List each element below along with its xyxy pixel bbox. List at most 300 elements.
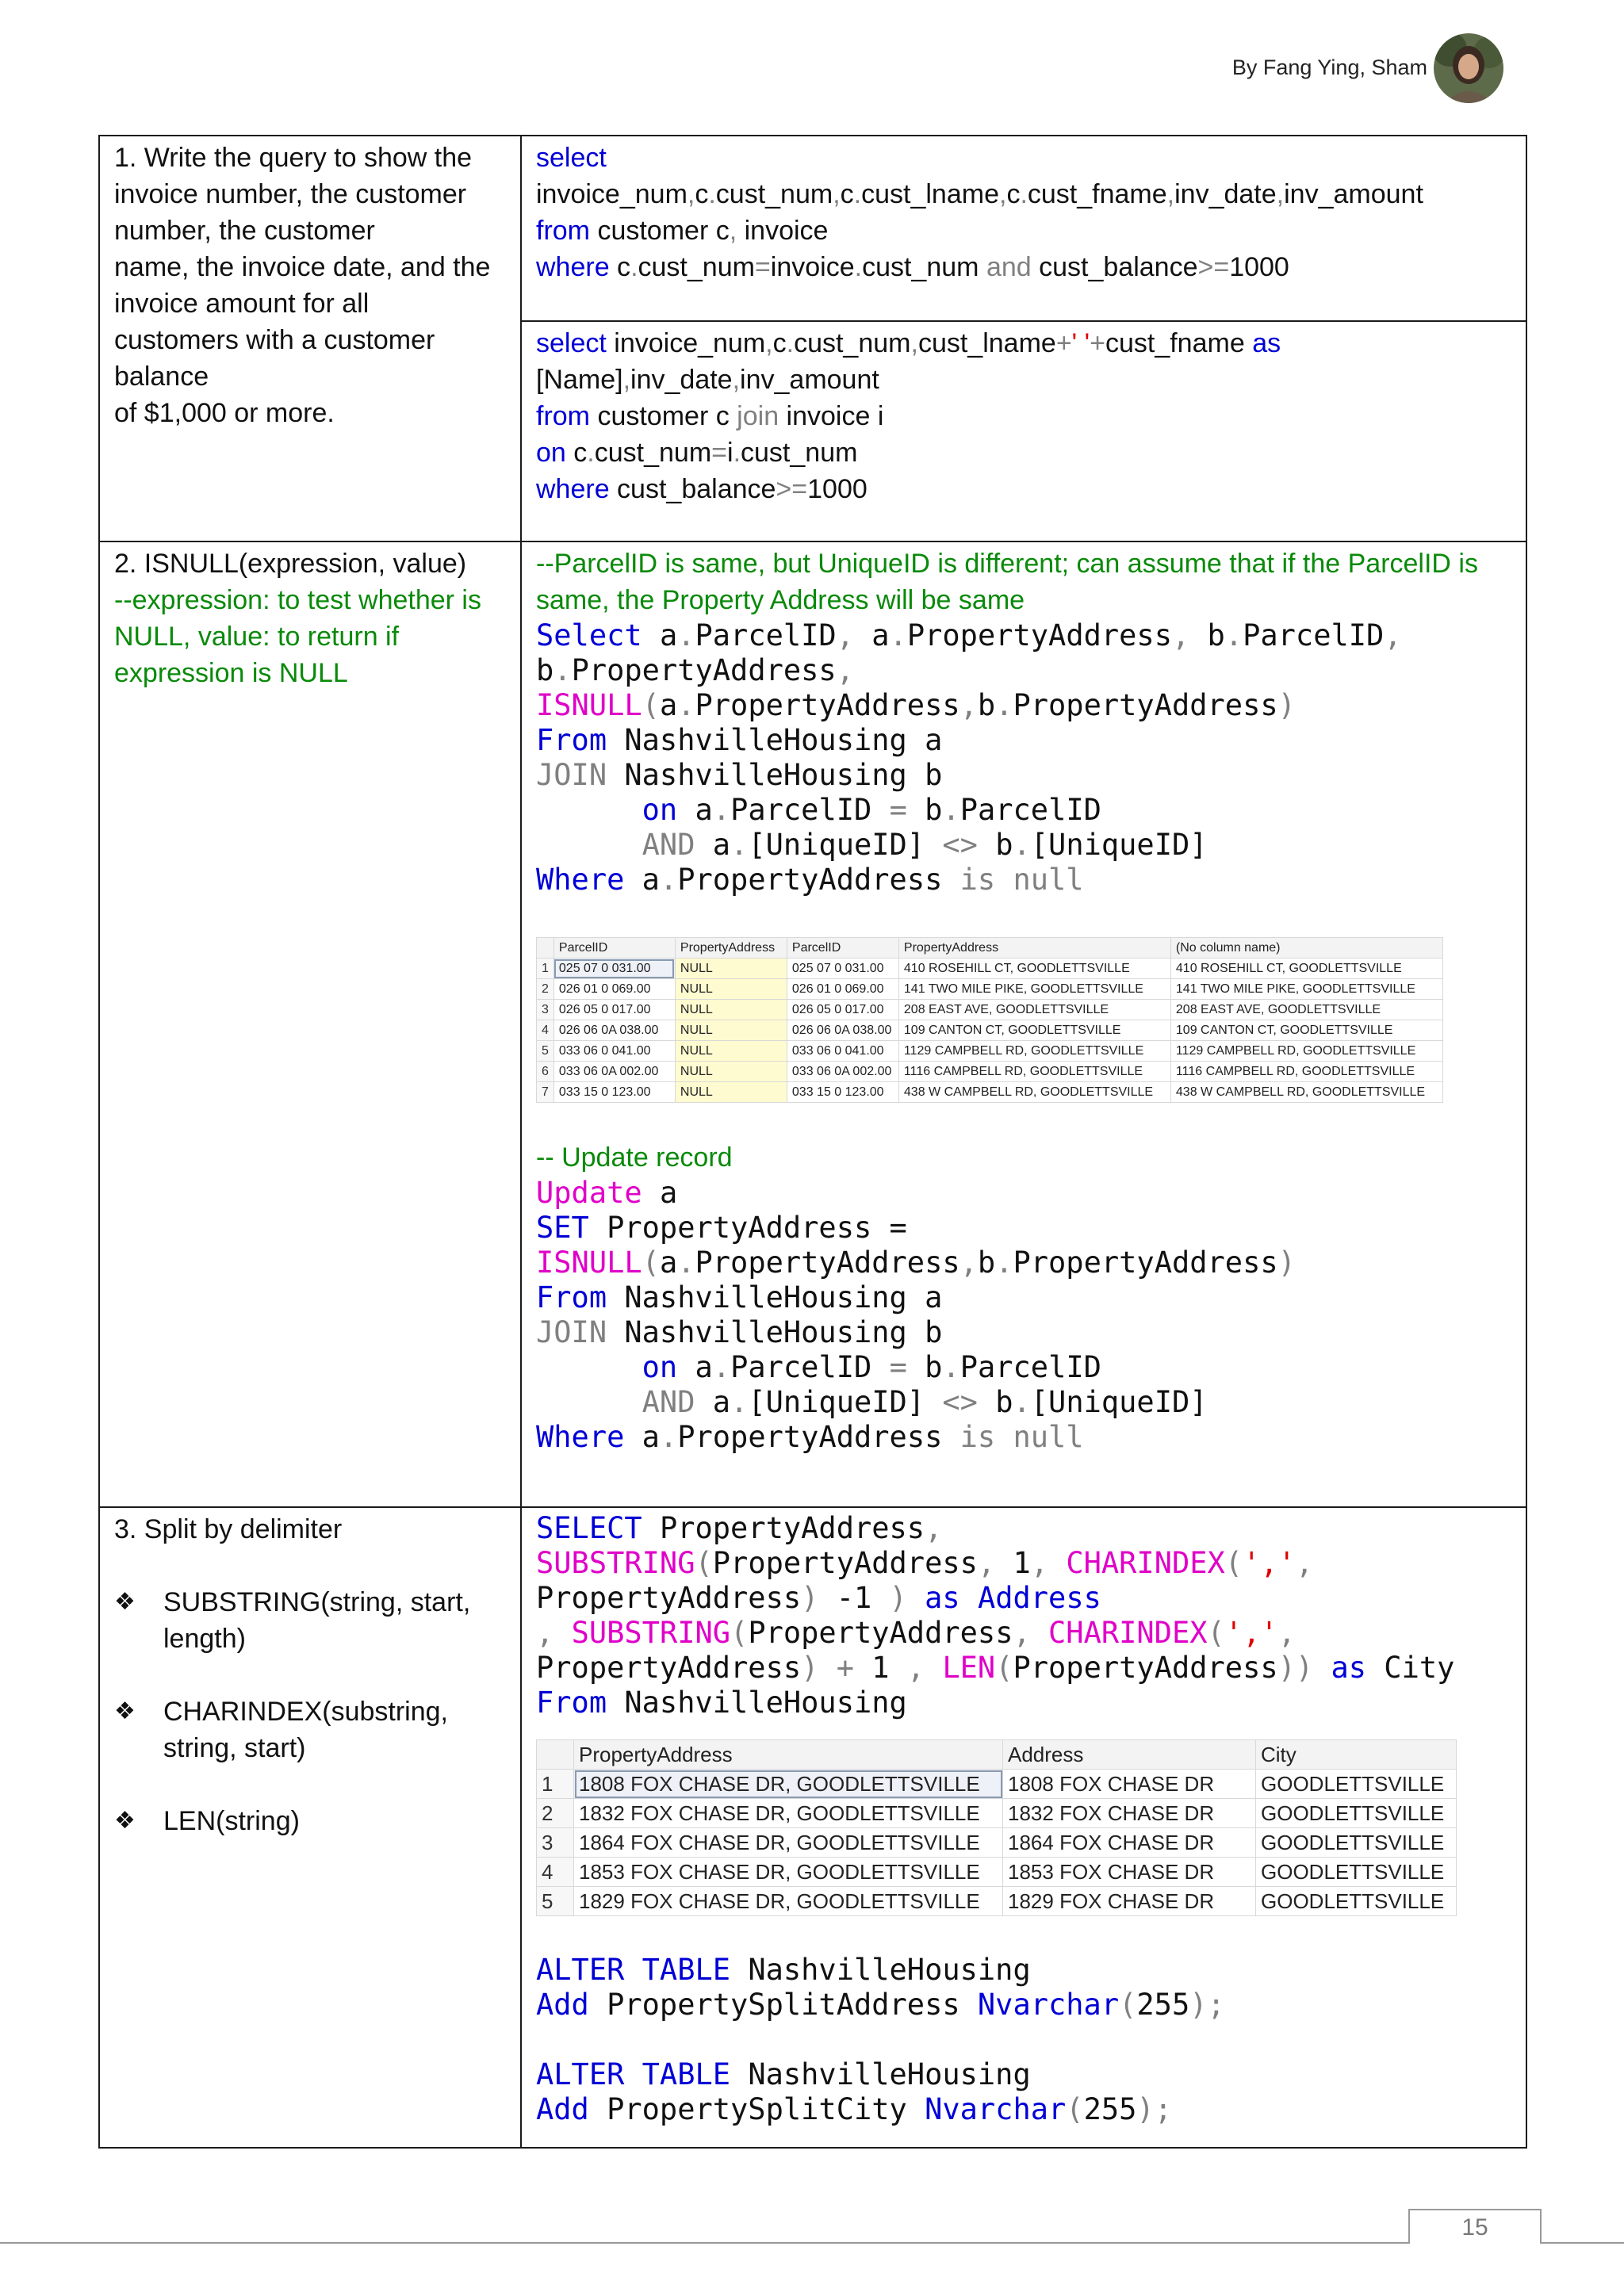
sql-token: a bbox=[659, 688, 678, 722]
sql-token: PropertyAddress bbox=[712, 1546, 978, 1580]
table-row bbox=[537, 1082, 1443, 1103]
isnull-result-grid bbox=[536, 937, 1443, 1103]
grid-cell[interactable]: 026 06 0A 038.00 bbox=[787, 1020, 898, 1041]
sql-keyword: From bbox=[536, 723, 607, 757]
bullet-item bbox=[114, 1803, 508, 1839]
sql-token: a bbox=[695, 793, 713, 827]
grid-header bbox=[537, 938, 554, 959]
sql-punct: . bbox=[677, 1246, 695, 1280]
sql-token: PropertySplitCity bbox=[588, 2092, 925, 2126]
sql-token: b bbox=[536, 653, 554, 687]
grid-cell[interactable]: GOODLETTSVILLE bbox=[1256, 1770, 1457, 1799]
grid-cell[interactable]: NULL bbox=[675, 1020, 787, 1041]
grid-header: ParcelID bbox=[553, 938, 675, 959]
question-3-cell bbox=[99, 1507, 521, 2148]
sql-token: b bbox=[995, 828, 1013, 862]
grid-cell[interactable]: 1129 CAMPBELL RD, GOODLETTSVILLE bbox=[898, 1041, 1170, 1062]
sql-punct: <> bbox=[942, 1385, 978, 1419]
sql-keyword: SELECT bbox=[536, 1511, 642, 1545]
sql-token: inv_amount bbox=[740, 365, 879, 395]
grid-header: City bbox=[1256, 1740, 1457, 1770]
grid-cell[interactable]: 1864 FOX CHASE DR bbox=[1003, 1828, 1256, 1858]
grid-cell[interactable]: 1853 FOX CHASE DR, GOODLETTSVILLE bbox=[574, 1858, 1003, 1887]
sql-keyword: SET bbox=[536, 1211, 589, 1245]
sql-punct: , bbox=[765, 328, 773, 358]
split-result-grid bbox=[536, 1739, 1457, 1916]
sql-token: a bbox=[871, 618, 890, 652]
grid-cell[interactable]: 026 05 0 017.00 bbox=[787, 1000, 898, 1020]
sql-punct: ( bbox=[995, 1651, 1013, 1685]
table-row bbox=[537, 1062, 1443, 1082]
sql-keyword: on bbox=[642, 793, 678, 827]
sql-punct: , bbox=[1030, 1546, 1049, 1580]
sql-punct: ) bbox=[1136, 2092, 1155, 2126]
sql-token: a bbox=[925, 1280, 943, 1314]
grid-cell[interactable]: 109 CANTON CT, GOODLETTSVILLE bbox=[898, 1020, 1170, 1041]
sql-punct: , bbox=[1013, 1616, 1031, 1650]
grid-cell[interactable]: 1808 FOX CHASE DR bbox=[1003, 1770, 1256, 1799]
sql-punct: , bbox=[925, 1511, 943, 1545]
grid-cell[interactable]: 025 07 0 031.00 bbox=[787, 959, 898, 979]
grid-header: PropertyAddress bbox=[675, 938, 787, 959]
grid-cell[interactable]: 025 07 0 031.00 bbox=[553, 959, 675, 979]
sql-punct: <> bbox=[942, 828, 978, 862]
sql-function: SUBSTRING bbox=[571, 1616, 731, 1650]
sql-token: ParcelID bbox=[695, 618, 837, 652]
sql-punct: . bbox=[553, 653, 572, 687]
question-1-cell bbox=[99, 136, 521, 541]
sql-punct: , bbox=[536, 1616, 554, 1650]
sql-token: PropertyAddress bbox=[536, 1651, 802, 1685]
sql-punct: , bbox=[1171, 618, 1190, 652]
question-1-line: invoice number, the customer bbox=[114, 179, 467, 209]
sql-punct: , bbox=[836, 618, 854, 652]
grid-cell: 7 bbox=[537, 1082, 554, 1103]
grid-cell[interactable]: 026 06 0A 038.00 bbox=[553, 1020, 675, 1041]
sql-keyword: Add bbox=[536, 1988, 589, 2022]
sql-punct: ( bbox=[1119, 1988, 1137, 2022]
sql-punct: . bbox=[708, 179, 716, 209]
answer-1a-cell bbox=[521, 136, 1526, 321]
sql-token: a bbox=[712, 1385, 731, 1419]
sql-punct: ) bbox=[889, 1581, 907, 1615]
grid-header bbox=[537, 1740, 574, 1770]
sql-token: invoice_num bbox=[536, 179, 688, 209]
sql-token: cust_num bbox=[638, 252, 755, 282]
sql-token: PropertyAddress bbox=[536, 1581, 802, 1615]
sql-token: cust_balance bbox=[1031, 252, 1198, 282]
sql-token: b bbox=[1207, 618, 1225, 652]
sql-punct: + bbox=[818, 1651, 872, 1685]
grid-cell[interactable]: NULL bbox=[675, 1082, 787, 1103]
sql-punct: , bbox=[729, 216, 737, 246]
grid-cell[interactable]: 1808 FOX CHASE DR, GOODLETTSVILLE bbox=[574, 1770, 1003, 1799]
sql-token: cust_num bbox=[741, 438, 858, 468]
sql-token: 1 bbox=[995, 1546, 1031, 1580]
sql-token: cust_lname bbox=[917, 328, 1056, 358]
sql-token: b bbox=[977, 688, 996, 722]
sql-string: ',' bbox=[1243, 1546, 1296, 1580]
sql-token: a bbox=[642, 1420, 660, 1454]
sql-punct: , bbox=[836, 653, 854, 687]
sql-token: b bbox=[925, 793, 943, 827]
sql-punct: ( bbox=[1224, 1546, 1243, 1580]
sql-punct: . bbox=[1224, 618, 1243, 652]
sql-function: ISNULL bbox=[536, 1246, 642, 1280]
sql-punct: . bbox=[730, 828, 749, 862]
sql-token: c bbox=[1006, 179, 1021, 209]
sql-token: 255 bbox=[1083, 2092, 1137, 2126]
sql-keyword: ALTER TABLE bbox=[536, 2057, 731, 2091]
grid-cell[interactable]: GOODLETTSVILLE bbox=[1256, 1799, 1457, 1828]
grid-cell[interactable]: 1829 FOX CHASE DR, GOODLETTSVILLE bbox=[574, 1887, 1003, 1916]
grid-cell[interactable]: NULL bbox=[675, 1041, 787, 1062]
sql-punct: , bbox=[906, 1651, 925, 1685]
sql-keyword: Update bbox=[536, 1176, 642, 1210]
sql-punct: , bbox=[910, 328, 918, 358]
grid-cell: 3 bbox=[537, 1000, 554, 1020]
question-1-line: number, the customer bbox=[114, 216, 375, 246]
grid-cell[interactable]: 033 06 0 041.00 bbox=[553, 1041, 675, 1062]
grid-cell[interactable]: 1129 CAMPBELL RD, GOODLETTSVILLE bbox=[1170, 1041, 1442, 1062]
sql-comment: --ParcelID is same, but UniqueID is different; can assume that if the ParcelID is same, the Property Address will be same bbox=[536, 549, 1478, 615]
grid-header: (No column name) bbox=[1170, 938, 1442, 959]
sql-punct: = bbox=[711, 438, 727, 468]
sql-token: [UniqueID] bbox=[1030, 828, 1208, 862]
sql-token: c bbox=[565, 438, 588, 468]
sql-token: PropertyAddress bbox=[695, 688, 960, 722]
sql-keyword: Address bbox=[977, 1581, 1101, 1615]
sql-punct: ( bbox=[695, 1546, 713, 1580]
sql-token: i bbox=[727, 438, 733, 468]
sql-token: NashvilleHousing bbox=[607, 1686, 907, 1720]
sql-keyword: on bbox=[536, 438, 566, 468]
sql-punct: . bbox=[995, 688, 1013, 722]
sql-token: customer c bbox=[590, 401, 737, 431]
sql-token: 255 bbox=[1136, 1988, 1190, 2022]
sql-keyword: from bbox=[536, 401, 590, 431]
sql-function: ISNULL bbox=[536, 688, 642, 722]
sql-token: PropertyAddress bbox=[677, 863, 943, 897]
answer-1b-cell bbox=[521, 321, 1526, 541]
sql-token: PropertySplitAddress bbox=[588, 1988, 978, 2022]
sql-punct: , bbox=[959, 1246, 978, 1280]
sql-token: cust_fname bbox=[1027, 179, 1167, 209]
grid-cell: 6 bbox=[537, 1062, 554, 1082]
table-row bbox=[537, 1020, 1443, 1041]
sql-punct: . bbox=[630, 252, 638, 282]
author-credit: By Fang Ying, Sham bbox=[1231, 55, 1427, 79]
sql-punct: = bbox=[754, 252, 771, 282]
sql-punct: ) bbox=[1277, 1246, 1296, 1280]
sql-keyword: Select bbox=[536, 618, 642, 652]
question-3-title: 3. Split by delimiter bbox=[114, 1514, 343, 1544]
grid-cell[interactable]: 033 06 0 041.00 bbox=[787, 1041, 898, 1062]
sql-token: PropertyAddress bbox=[1013, 1651, 1278, 1685]
sql-token: 1 bbox=[871, 1651, 907, 1685]
sql-punct: >= bbox=[776, 474, 808, 504]
sql-punct: , bbox=[959, 688, 978, 722]
sql-token: cust_num bbox=[715, 179, 833, 209]
sql-token: a bbox=[642, 863, 660, 897]
grid-cell[interactable]: 438 W CAMPBELL RD, GOODLETTSVILLE bbox=[1170, 1082, 1442, 1103]
sql-function: CHARINDEX bbox=[1066, 1546, 1225, 1580]
grid-cell[interactable]: 208 EAST AVE, GOODLETTSVILLE bbox=[898, 1000, 1170, 1020]
bullet-icon: ❖ bbox=[114, 1698, 136, 1724]
grid-cell[interactable]: NULL bbox=[675, 959, 787, 979]
sql-token: ParcelID bbox=[959, 793, 1101, 827]
grid-cell[interactable]: 1116 CAMPBELL RD, GOODLETTSVILLE bbox=[898, 1062, 1170, 1082]
sql-keyword: as bbox=[1331, 1651, 1367, 1685]
sql-token: [UniqueID] bbox=[748, 828, 925, 862]
sql-token: invoice i bbox=[779, 401, 884, 431]
sql-keyword: is null bbox=[959, 1420, 1084, 1454]
grid-cell[interactable]: 033 06 0A 002.00 bbox=[787, 1062, 898, 1082]
sql-token: [UniqueID] bbox=[748, 1385, 925, 1419]
table-row bbox=[537, 1000, 1443, 1020]
grid-cell: 5 bbox=[537, 1887, 574, 1916]
sql-keyword: where bbox=[536, 252, 610, 282]
grid-cell: 2 bbox=[537, 1799, 574, 1828]
sql-token: 1000 bbox=[807, 474, 868, 504]
question-1-line: name, the invoice date, and the bbox=[114, 252, 491, 282]
sql-punct: , bbox=[1277, 1616, 1296, 1650]
grid-cell[interactable]: GOODLETTSVILLE bbox=[1256, 1887, 1457, 1916]
sql-token: ParcelID bbox=[730, 1350, 872, 1384]
question-2-title: 2. ISNULL(expression, value) bbox=[114, 549, 467, 579]
sql-punct: . bbox=[1013, 1385, 1031, 1419]
grid-cell[interactable]: 033 06 0A 002.00 bbox=[553, 1062, 675, 1082]
sql-token: c bbox=[609, 252, 631, 282]
grid-cell[interactable]: NULL bbox=[675, 1000, 787, 1020]
sql-token: PropertyAddress bbox=[659, 1511, 925, 1545]
sql-token: inv_date bbox=[1174, 179, 1277, 209]
sql-function: LEN bbox=[942, 1651, 996, 1685]
grid-cell[interactable]: 141 TWO MILE PIKE, GOODLETTSVILLE bbox=[898, 979, 1170, 1000]
sql-token: NashvilleHousing bbox=[607, 1315, 907, 1349]
sql-token: b bbox=[977, 1246, 996, 1280]
grid-cell[interactable]: 026 01 0 069.00 bbox=[553, 979, 675, 1000]
grid-cell[interactable]: 141 TWO MILE PIKE, GOODLETTSVILLE bbox=[1170, 979, 1442, 1000]
sql-token: PropertyAddress bbox=[748, 1616, 1013, 1650]
author-avatar bbox=[1434, 33, 1503, 103]
sql-punct: , bbox=[977, 1546, 996, 1580]
grid-cell[interactable]: 1832 FOX CHASE DR bbox=[1003, 1799, 1256, 1828]
sql-keyword: From bbox=[536, 1686, 607, 1720]
sql-token: cust_num bbox=[794, 328, 911, 358]
sql-punct: ) bbox=[1277, 1651, 1296, 1685]
sql-token: a bbox=[659, 1176, 678, 1210]
sql-keyword: AND bbox=[642, 1385, 695, 1419]
grid-header: Address bbox=[1003, 1740, 1256, 1770]
sql-punct: ) bbox=[1189, 1988, 1208, 2022]
sql-punct: , bbox=[1276, 179, 1285, 209]
table-row bbox=[537, 1858, 1457, 1887]
sql-token: c bbox=[840, 179, 854, 209]
grid-cell[interactable]: 026 01 0 069.00 bbox=[787, 979, 898, 1000]
sql-punct: = bbox=[889, 793, 907, 827]
table-row bbox=[537, 1041, 1443, 1062]
grid-cell[interactable]: NULL bbox=[675, 1062, 787, 1082]
table-row bbox=[537, 979, 1443, 1000]
grid-cell: 3 bbox=[537, 1828, 574, 1858]
grid-cell: 4 bbox=[537, 1020, 554, 1041]
grid-cell[interactable]: NULL bbox=[675, 979, 787, 1000]
sql-punct: . bbox=[853, 179, 862, 209]
question-1-line: balance bbox=[114, 362, 209, 392]
sql-keyword: join bbox=[737, 401, 779, 431]
question-1-line: 1. Write the query to show the bbox=[114, 143, 473, 173]
sql-token: [UniqueID] bbox=[1030, 1385, 1208, 1419]
sql-punct: ( bbox=[1066, 2092, 1084, 2126]
sql-keyword: Where bbox=[536, 1420, 625, 1454]
sql-punct: , bbox=[1384, 618, 1402, 652]
sql-punct: . bbox=[733, 438, 741, 468]
sql-token: ParcelID bbox=[959, 1350, 1101, 1384]
grid-cell[interactable]: 033 15 0 123.00 bbox=[553, 1082, 675, 1103]
sql-punct: , bbox=[687, 179, 695, 209]
sql-keyword: on bbox=[642, 1350, 678, 1384]
grid-cell[interactable]: 1832 FOX CHASE DR, GOODLETTSVILLE bbox=[574, 1799, 1003, 1828]
question-1-line: of $1,000 or more. bbox=[114, 398, 335, 428]
sql-keyword: as bbox=[1252, 328, 1281, 358]
table-row bbox=[537, 1828, 1457, 1858]
sql-token: inv_date bbox=[630, 365, 733, 395]
answer-3-cell bbox=[521, 1507, 1526, 2148]
grid-cell: 4 bbox=[537, 1858, 574, 1887]
grid-cell[interactable]: 410 ROSEHILL CT, GOODLETTSVILLE bbox=[898, 959, 1170, 979]
sql-token: invoice bbox=[737, 216, 829, 246]
sql-keyword: select bbox=[536, 328, 607, 358]
sql-punct: , bbox=[833, 179, 841, 209]
sql-keyword: Nvarchar bbox=[925, 2092, 1067, 2126]
sql-punct: . bbox=[1020, 179, 1028, 209]
page-number: 15 bbox=[1408, 2209, 1542, 2244]
sql-token: a bbox=[659, 618, 678, 652]
question-2-comment: --expression: to test whether is NULL, value: to return if expression is NULL bbox=[114, 585, 481, 688]
sql-punct: ) bbox=[1277, 688, 1296, 722]
answer-2-cell bbox=[521, 541, 1526, 1507]
sql-token: cust_balance bbox=[609, 474, 776, 504]
sql-punct: + bbox=[1090, 328, 1105, 358]
grid-cell[interactable]: 1829 FOX CHASE DR bbox=[1003, 1887, 1256, 1916]
sql-token: ParcelID bbox=[1243, 618, 1385, 652]
grid-cell[interactable]: GOODLETTSVILLE bbox=[1256, 1828, 1457, 1858]
question-1-line: customers with a customer bbox=[114, 325, 435, 355]
sql-function: CHARINDEX bbox=[1048, 1616, 1208, 1650]
sql-token: NashvilleHousing bbox=[730, 2057, 1031, 2091]
sql-keyword: and bbox=[986, 252, 1032, 282]
grid-cell: 1 bbox=[537, 959, 554, 979]
sql-punct: ( bbox=[642, 688, 660, 722]
sql-token: cust_lname bbox=[861, 179, 999, 209]
sql-token: [Name] bbox=[536, 365, 623, 395]
sql-keyword: from bbox=[536, 216, 590, 246]
question-1-line: invoice amount for all bbox=[114, 289, 370, 319]
sql-punct: . bbox=[889, 618, 907, 652]
sql-string: ',' bbox=[1224, 1616, 1278, 1650]
bullet-text: string, start) bbox=[163, 1733, 306, 1763]
sql-token: PropertyAddress bbox=[695, 1246, 960, 1280]
grid-cell: 2 bbox=[537, 979, 554, 1000]
sql-punct: ) bbox=[801, 1651, 819, 1685]
sql-punct: . bbox=[659, 1420, 678, 1454]
grid-cell[interactable]: 026 05 0 017.00 bbox=[553, 1000, 675, 1020]
footer-divider bbox=[0, 2242, 1624, 2244]
table-row bbox=[537, 1799, 1457, 1828]
grid-cell[interactable]: 410 ROSEHILL CT, GOODLETTSVILLE bbox=[1170, 959, 1442, 979]
bullet-text: LEN(string) bbox=[163, 1806, 300, 1836]
sql-token: b bbox=[925, 1315, 943, 1349]
sql-keyword: ALTER TABLE bbox=[536, 1953, 731, 1987]
sql-punct: . bbox=[854, 252, 863, 282]
bullet-item bbox=[114, 1584, 508, 1657]
sql-punct: . bbox=[942, 793, 960, 827]
grid-cell[interactable]: 033 15 0 123.00 bbox=[787, 1082, 898, 1103]
question-2-cell bbox=[99, 541, 521, 1507]
sql-keyword: From bbox=[536, 1280, 607, 1314]
sql-keyword: as bbox=[925, 1581, 960, 1615]
grid-cell[interactable]: 109 CANTON CT, GOODLETTSVILLE bbox=[1170, 1020, 1442, 1041]
sql-token: PropertyAddress bbox=[677, 1420, 943, 1454]
sql-punct: . bbox=[712, 1350, 731, 1384]
grid-cell[interactable]: 208 EAST AVE, GOODLETTSVILLE bbox=[1170, 1000, 1442, 1020]
sql-token: c bbox=[695, 179, 709, 209]
sql-keyword: Where bbox=[536, 863, 625, 897]
sql-token: PropertyAddress bbox=[1013, 1246, 1278, 1280]
sql-token: PropertyAddress bbox=[1013, 688, 1278, 722]
sql-punct: ; bbox=[1207, 1988, 1225, 2022]
sql-token: -1 bbox=[818, 1581, 890, 1615]
sql-punct: . bbox=[659, 863, 678, 897]
grid-cell[interactable]: 1853 FOX CHASE DR bbox=[1003, 1858, 1256, 1887]
sql-token: NashvilleHousing bbox=[607, 758, 907, 792]
sql-punct: = bbox=[889, 1350, 907, 1384]
grid-cell[interactable]: GOODLETTSVILLE bbox=[1256, 1858, 1457, 1887]
sql-token: cust_num bbox=[862, 252, 986, 282]
sql-function: SUBSTRING bbox=[536, 1546, 695, 1580]
sql-token: c bbox=[772, 328, 787, 358]
sql-string: ' ' bbox=[1071, 328, 1090, 358]
sql-punct: . bbox=[1013, 828, 1031, 862]
sql-keyword: JOIN bbox=[536, 1315, 607, 1349]
sql-token: a bbox=[695, 1350, 713, 1384]
grid-cell: 5 bbox=[537, 1041, 554, 1062]
sql-punct: >= bbox=[1197, 252, 1230, 282]
sql-keyword: JOIN bbox=[536, 758, 607, 792]
sql-punct: ( bbox=[642, 1246, 660, 1280]
sql-token: b bbox=[925, 758, 943, 792]
sql-token: PropertyAddress bbox=[906, 618, 1172, 652]
sql-token: inv_amount bbox=[1284, 179, 1423, 209]
sql-keyword: is null bbox=[959, 863, 1084, 897]
sql-token: ParcelID bbox=[730, 793, 872, 827]
bullet-icon: ❖ bbox=[114, 1589, 136, 1615]
grid-header: PropertyAddress bbox=[898, 938, 1170, 959]
sql-comment: -- Update record bbox=[536, 1142, 733, 1173]
sql-keyword: Nvarchar bbox=[977, 1988, 1120, 2022]
sql-token: City bbox=[1366, 1651, 1455, 1685]
grid-cell: 1 bbox=[537, 1770, 574, 1799]
sql-token: PropertyAddress = bbox=[588, 1211, 907, 1245]
sql-punct: , bbox=[1166, 179, 1175, 209]
grid-cell[interactable]: 1864 FOX CHASE DR, GOODLETTSVILLE bbox=[574, 1828, 1003, 1858]
sql-token: a bbox=[712, 828, 731, 862]
sql-token: NashvilleHousing bbox=[607, 1280, 907, 1314]
sql-punct: ( bbox=[1207, 1616, 1225, 1650]
grid-cell[interactable]: 438 W CAMPBELL RD, GOODLETTSVILLE bbox=[898, 1082, 1170, 1103]
grid-cell[interactable]: 1116 CAMPBELL RD, GOODLETTSVILLE bbox=[1170, 1062, 1442, 1082]
